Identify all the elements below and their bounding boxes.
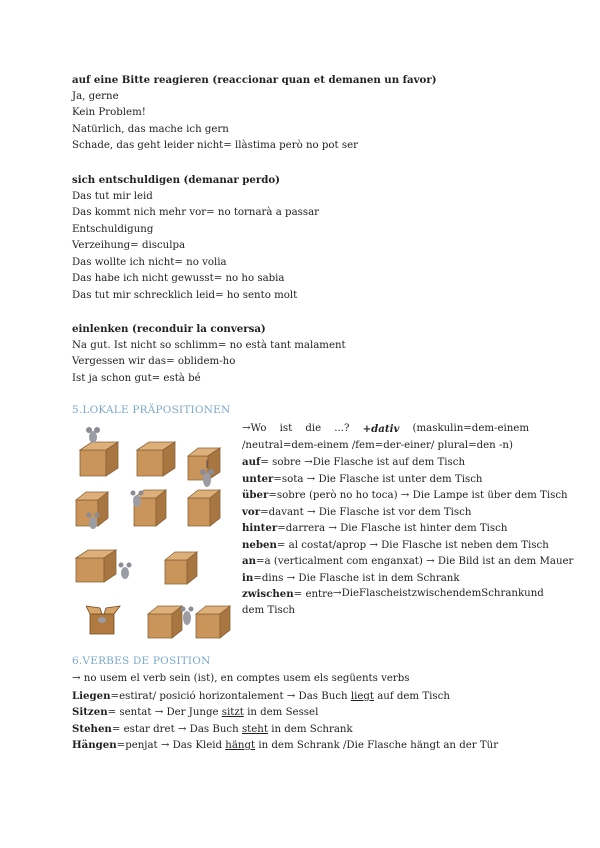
phrase-line: Verzeihung= disculpa	[72, 240, 186, 251]
phrase-line: Das kommt nich mehr vor= no tornarà a passar	[72, 207, 320, 218]
dativ-intro: →Wo ist die ...? +dativ (maskulin=dem-einem	[242, 423, 529, 435]
preposition-row-zwischen-line2: dem Tisch	[242, 604, 295, 616]
prepositions-list	[242, 421, 574, 619]
mouse-icon	[130, 490, 144, 508]
section-title-praepositionen: 5.LOKALE PRÄPOSITIONEN	[72, 404, 231, 416]
phrase-line: Ja, gerne	[72, 90, 119, 102]
verb-row: Liegen=estirat/ posició horizontalement → Das Buch liegt auf dem Tisch	[72, 689, 450, 702]
phrase-line: Kein Problem!	[72, 107, 146, 118]
preposition-row: neben= al costat/aprop → Die Flasche ist neben dem Tisch	[242, 538, 549, 551]
preposition-row: unter=sota → Die Flasche ist unter dem Tisch	[242, 472, 483, 485]
open-box-icon	[86, 600, 122, 636]
section-heading: auf eine Bitte reagieren (reaccionar quan et demanen un favor)	[72, 74, 437, 86]
box-icon	[163, 550, 199, 586]
preposition-row: auf= sobre →Die Flasche ist auf dem Tisch	[242, 456, 466, 468]
position-verbs	[72, 671, 532, 754]
phrase-line: Ist ja schon gut= està bé	[72, 372, 201, 384]
mouse-icon	[180, 606, 194, 626]
box-icon	[194, 604, 234, 640]
box-icon	[74, 548, 120, 584]
verb-row: Hängen=penjat → Das Kleid hängt in dem Schrank /Die Flasche hängt an der Tür	[72, 739, 499, 751]
box-icon	[78, 440, 120, 478]
phrase-line: Natürlich, das mache ich gern	[72, 123, 229, 135]
phrase-line: Entschuldigung	[72, 223, 154, 235]
preposition-row: vor=davant → Die Flasche ist vor dem Tisch	[242, 505, 472, 518]
preposition-row: an=a (verticalment com enganxat) → Die Bild ist an dem Mauer	[242, 555, 574, 567]
mouse-icon	[86, 512, 100, 530]
phrase-line: Na gut. Ist nicht so schlimm= no està tant malament	[72, 339, 346, 351]
section-einlenken	[72, 321, 532, 387]
phrase-line: Das wollte ich nicht= no volia	[72, 256, 227, 268]
section-heading: einlenken (reconduir la conversa)	[72, 323, 266, 335]
phrase-line: Das tut mir leid	[72, 190, 153, 202]
section-reagieren	[72, 72, 532, 155]
verb-row: Stehen= estar dret → Das Buch steht in dem Schrank	[72, 722, 353, 735]
preposition-row-zwischen: zwischen= entre → Die Flasche ist zwischen dem Schrank und	[242, 588, 544, 600]
box-icon	[135, 440, 177, 478]
section-heading: sich entschuldigen (demanar perdo)	[72, 174, 280, 186]
verbs-intro: → no usem el verb sein (ist), en comptes usem els següents verbs	[72, 673, 410, 684]
dativ-intro-line2: /neutral=dem-einem /fem=der-einer/ plural=den -n)	[242, 439, 513, 451]
preposition-row: hinter=darrera → Die Flasche ist hinter dem Tisch	[242, 522, 508, 534]
preposition-row: über=sobre (però no ho toca) → Die Lampe ist über dem Tisch	[242, 489, 568, 501]
phrase-line: Vergessen wir das= oblidem-ho	[72, 356, 236, 367]
verb-row: Sitzen= sentat → Der Junge sitzt in dem Sessel	[72, 706, 319, 718]
section-entschuldigen	[72, 172, 532, 304]
box-icon	[186, 488, 222, 528]
mouse-icon	[198, 460, 216, 490]
mouse-icon	[118, 562, 132, 580]
phrase-line: Das tut mir schrecklich leid= ho sento molt	[72, 289, 298, 301]
phrase-line: Schade, das geht leider nicht= llàstima però no pot ser	[72, 140, 358, 151]
mouse-icon	[85, 426, 101, 444]
phrase-line: Das habe ich nicht gewusst= no ho sabia	[72, 273, 285, 284]
preposition-row: in=dins → Die Flasche ist in dem Schrank	[242, 571, 460, 584]
section-title-verbes: 6.VERBES DE POSITION	[72, 655, 211, 667]
